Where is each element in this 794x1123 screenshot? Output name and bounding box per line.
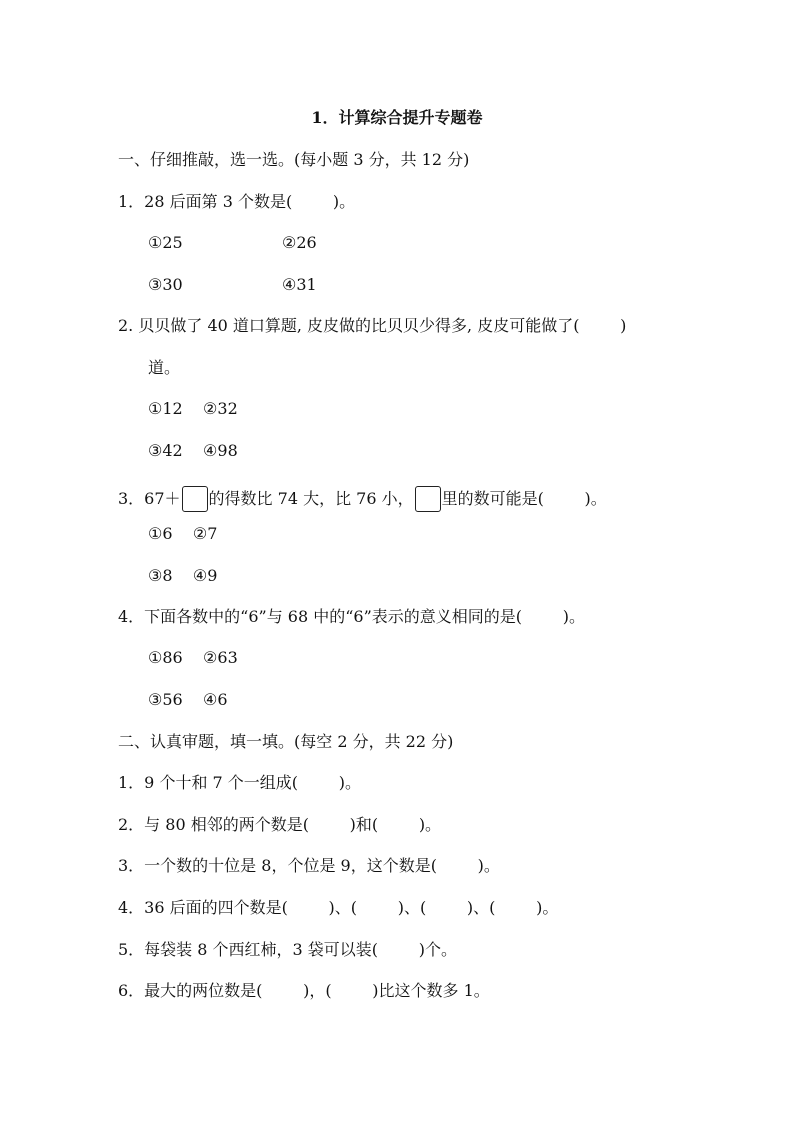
question-1-3-part1: 3．67＋ xyxy=(118,489,181,508)
question-1-2: 2. 贝贝做了 40 道口算题, 皮皮做的比贝贝少得多, 皮皮可能做了( ) xyxy=(118,316,627,335)
option-2: ②26 xyxy=(282,233,317,252)
question-1-3 xyxy=(118,486,607,512)
fill-question-1: 1．9 个十和 7 个一组成( )。 xyxy=(118,773,361,792)
options-row-2: ③8 ④9 xyxy=(148,566,218,585)
fill-question-6: 6．最大的两位数是( )，( )比这个数多 1。 xyxy=(118,981,490,1000)
options-row-2: ③56 ④6 xyxy=(148,690,228,709)
options-row-1: ①12 ②32 xyxy=(148,399,238,418)
fill-question-4: 4．36 后面的四个数是( )、( )、( )、( )。 xyxy=(118,898,559,917)
section2-heading: 二、认真审题，填一填。(每空 2 分，共 22 分) xyxy=(118,732,454,751)
section1-heading: 一、仔细推敲，选一选。(每小题 3 分，共 12 分) xyxy=(118,150,470,169)
options-row-2: ③42 ④98 xyxy=(148,441,238,460)
options-row-1: ①86 ②63 xyxy=(148,648,238,667)
option-3: ③30 xyxy=(148,275,183,294)
blank-box xyxy=(415,486,441,512)
question-1-3-part2: 的得数比 74 大，比 76 小， xyxy=(208,489,414,508)
options-row-1: ①6 ②7 xyxy=(148,524,218,543)
question-1-4: 4．下面各数中的“6”与 68 中的“6”表示的意义相同的是( )。 xyxy=(118,607,585,626)
fill-question-2: 2．与 80 相邻的两个数是( )和( )。 xyxy=(118,815,442,834)
question-1-2-continuation: 道。 xyxy=(148,358,181,377)
blank-box xyxy=(182,486,208,512)
fill-question-3: 3．一个数的十位是 8，个位是 9，这个数是( )。 xyxy=(118,856,500,875)
option-1: ①25 xyxy=(148,233,183,252)
question-1-3-part3: 里的数可能是( )。 xyxy=(441,489,607,508)
question-1-1: 1．28 后面第 3 个数是( )。 xyxy=(118,192,356,211)
option-4: ④31 xyxy=(282,275,317,294)
fill-question-5: 5．每袋装 8 个西红柿，3 袋可以装( )个。 xyxy=(118,940,457,959)
page-title: 1．计算综合提升专题卷 xyxy=(311,108,483,127)
